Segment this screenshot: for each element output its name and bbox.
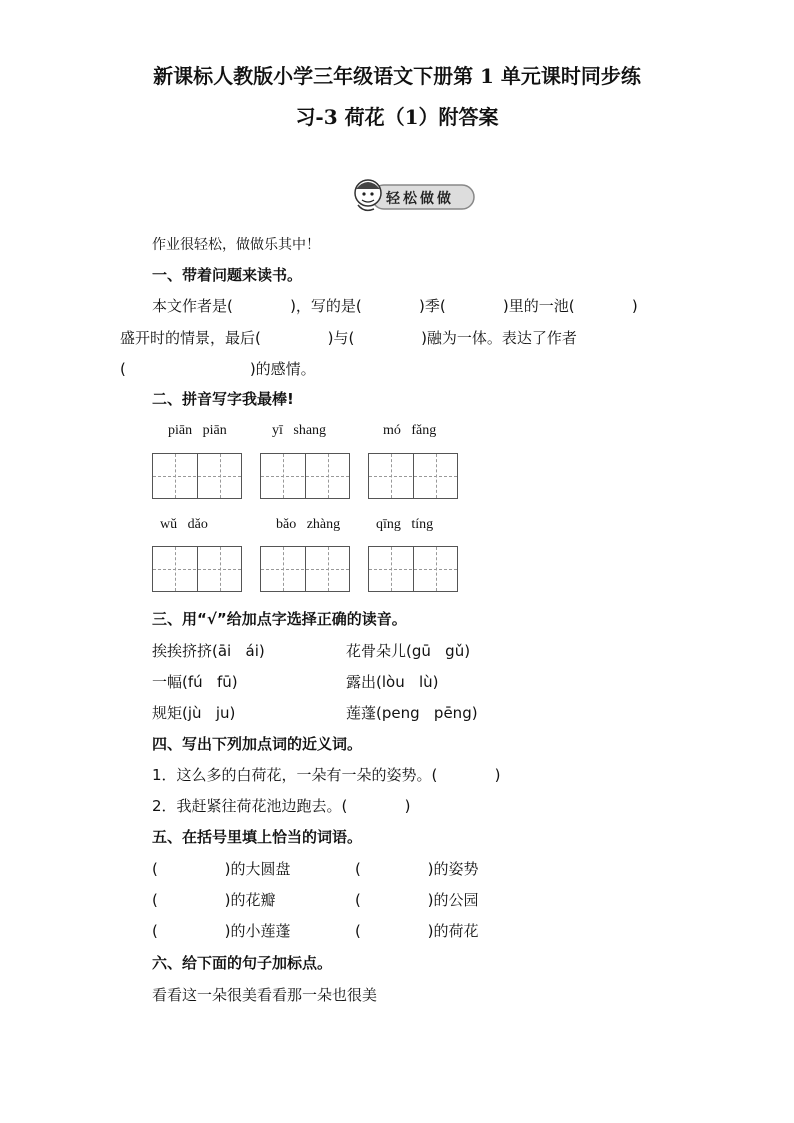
pinyin-label: wǔ dǎo	[160, 517, 208, 532]
badge-label: 轻松做做	[386, 191, 454, 207]
fill-item: ( )的小莲蓬	[152, 922, 291, 940]
pinyin-label: mó fǎng	[383, 423, 437, 438]
fill-item: ( )的荷花	[355, 922, 479, 940]
fill-item: ( )的公园	[355, 891, 479, 909]
section4-heading: 四、写出下列加点词的近义词。	[152, 735, 363, 753]
reading-item: 露出(lòu lù)	[346, 673, 439, 691]
intro-text: 作业很轻松，做做乐其中！	[152, 237, 320, 253]
cartoon-badge-icon	[350, 177, 476, 213]
synonym-item: 1．这么多的白荷花，一朵有一朵的姿势。( )	[152, 766, 501, 784]
section1-heading: 一、带着问题来读书。	[152, 266, 303, 284]
writing-grid[interactable]	[260, 546, 350, 592]
pinyin-label: bǎo zhàng	[276, 517, 341, 532]
page-title-line1: 新课标人教版小学三年级语文下册第 1 单元课时同步练	[153, 64, 641, 88]
reading-item: 莲蓬(peng pēng)	[346, 704, 478, 722]
reading-item: 花骨朵儿(gū gǔ)	[346, 642, 471, 660]
page-title-line2: 习-3 荷花（1）附答案	[295, 105, 499, 129]
section3-heading: 三、用“√”给加点字选择正确的读音。	[152, 610, 407, 628]
synonym-item: 2．我赶紧往荷花池边跑去。( )	[152, 797, 411, 815]
section1-line3: ( )的感情。	[120, 360, 316, 378]
writing-grid[interactable]	[152, 453, 242, 499]
pinyin-label: piān piān	[168, 423, 227, 438]
section5-heading: 五、在括号里填上恰当的词语。	[152, 828, 363, 846]
writing-grid[interactable]	[152, 546, 242, 592]
pinyin-label: yī shang	[272, 423, 327, 438]
section2-heading: 二、拼音写字我最棒!	[152, 390, 294, 408]
fill-item: ( )的大圆盘	[152, 860, 291, 878]
writing-grid[interactable]	[368, 546, 458, 592]
section1-line1: 本文作者是( )，写的是( )季( )里的一池( )	[152, 297, 638, 315]
pinyin-label: qīng tíng	[376, 517, 434, 532]
reading-item: 规矩(jù ju)	[152, 704, 236, 722]
writing-grid[interactable]	[368, 453, 458, 499]
fill-item: ( )的姿势	[355, 860, 479, 878]
section1-line2: 盛开时的情景，最后( )与( )融为一体。表达了作者	[120, 329, 577, 347]
fill-item: ( )的花瓣	[152, 891, 276, 909]
punctuation-sentence: 看看这一朵很美看看那一朵也很美	[152, 986, 378, 1004]
reading-item: 挨挨挤挤(āi ái)	[152, 642, 265, 660]
writing-grid[interactable]	[260, 453, 350, 499]
section6-heading: 六、给下面的句子加标点。	[152, 954, 333, 972]
reading-item: 一幅(fú fū)	[152, 673, 238, 691]
